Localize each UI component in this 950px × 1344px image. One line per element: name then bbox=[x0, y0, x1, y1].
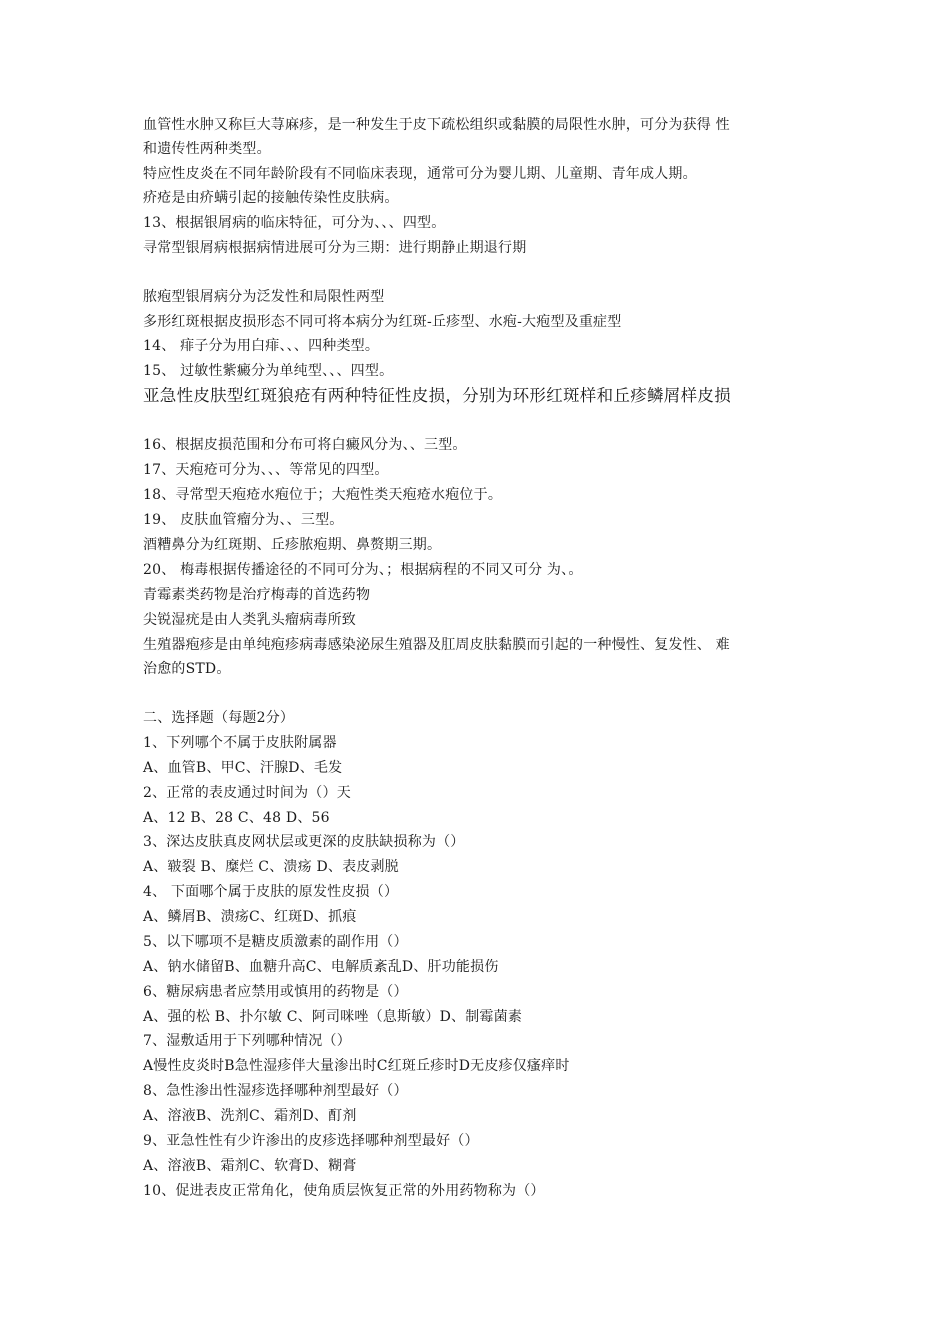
answer-options: A、溶液B、洗剂C、霜剂D、酊剂 bbox=[143, 1108, 357, 1124]
text-line: 治愈的STD。 bbox=[143, 661, 231, 677]
answer-options: A、溶液B、霜剂C、软膏D、糊膏 bbox=[143, 1158, 357, 1174]
question: 5、以下哪项不是糖皮质激素的副作用（） bbox=[143, 934, 408, 950]
section-heading: 二、选择题（每题2分） bbox=[143, 710, 295, 726]
answer-options: A、鳞屑B、溃疡C、红斑D、抓痕 bbox=[143, 909, 357, 925]
answer-options: A、钠水储留B、血糖升高C、电解质紊乱D、肝功能损伤 bbox=[143, 959, 499, 975]
question: 1、下列哪个不属于皮肤附属器 bbox=[143, 735, 337, 751]
question: 4、 下面哪个属于皮肤的原发性皮损（） bbox=[143, 884, 399, 900]
text-line: 疥疮是由疥螨引起的接触传染性皮肤病。 bbox=[143, 190, 399, 206]
question: 8、急性渗出性湿疹选择哪种剂型最好（） bbox=[143, 1083, 408, 1099]
text-line: 血管性水肿又称巨大荨麻疹，是一种发生于皮下疏松组织或黏膜的局限性水肿，可分为获得 性 bbox=[143, 117, 730, 133]
answer-options: A、皲裂 B、糜烂 C、溃疡 D、表皮剥脱 bbox=[143, 859, 399, 875]
text-line: 20、 梅毒根据传播途径的不同可分为、；根据病程的不同又可分 为、。 bbox=[143, 562, 583, 578]
question: 6、糖尿病患者应禁用或慎用的药物是（） bbox=[143, 984, 408, 1000]
question: 2、正常的表皮通过时间为（）天 bbox=[143, 785, 351, 801]
text-line: 15、 过敏性紫癜分为单纯型、、、四型。 bbox=[143, 363, 394, 379]
question: 9、亚急性性有少许渗出的皮疹选择哪种剂型最好（） bbox=[143, 1133, 479, 1149]
text-line: 和遗传性两种类型。 bbox=[143, 141, 271, 157]
text-line: 亚急性皮肤型红斑狼疮有两种特征性皮损，分别为环形红斑样和丘疹鳞屑样皮损 bbox=[143, 386, 731, 405]
answer-options: A、强的松 B、扑尔敏 C、阿司咪唑（息斯敏）D、制霉菌素 bbox=[143, 1009, 523, 1025]
text-line: 尖锐湿疣是由人类乳头瘤病毒所致 bbox=[143, 612, 356, 628]
answer-options: A慢性皮炎时B急性湿疹伴大量渗出时C红斑丘疹时D无皮疹仅瘙痒时 bbox=[143, 1058, 570, 1074]
question: 10、促进表皮正常角化，使角质层恢复正常的外用药物称为（） bbox=[143, 1183, 545, 1199]
text-line: 特应性皮炎在不同年龄阶段有不同临床表现，通常可分为婴儿期、儿童期、青年成人期。 bbox=[143, 166, 697, 182]
answer-options: A、12 B、28 C、48 D、56 bbox=[143, 810, 330, 826]
text-line: 18、寻常型天疱疮水疱位于；大疱性类天疱疮水疱位于。 bbox=[143, 487, 503, 503]
text-line: 生殖器疱疹是由单纯疱疹病毒感染泌尿生殖器及肛周皮肤黏膜而引起的一种慢性、复发性、 难 bbox=[143, 637, 730, 653]
answer-options: A、血管B、甲C、汗腺D、毛发 bbox=[143, 760, 343, 776]
text-line: 17、天疱疮可分为、、、等常见的四型。 bbox=[143, 462, 389, 478]
text-line: 19、 皮肤血管瘤分为、、三型。 bbox=[143, 512, 344, 528]
text-line: 16、根据皮损范围和分布可将白癜风分为、、三型。 bbox=[143, 437, 467, 453]
question: 7、湿敷适用于下列哪种情况（） bbox=[143, 1033, 351, 1049]
text-line: 青霉素类药物是治疗梅毒的首选药物 bbox=[143, 587, 371, 603]
question: 3、深达皮肤真皮网状层或更深的皮肤缺损称为（） bbox=[143, 834, 465, 850]
text-line: 多形红斑根据皮损形态不同可将本病分为红斑-丘疹型、水疱-大疱型及重症型 bbox=[143, 314, 622, 330]
text-line: 寻常型银屑病根据病情进展可分为三期：进行期静止期退行期 bbox=[143, 240, 527, 256]
text-line: 脓疱型银屑病分为泛发性和局限性两型 bbox=[143, 289, 385, 305]
text-line: 13、根据银屑病的临床特征，可分为、、、四型。 bbox=[143, 215, 446, 231]
text-line: 14、 痱子分为用白痱、、、四种类型。 bbox=[143, 338, 380, 354]
text-line: 酒糟鼻分为红斑期、丘疹脓疱期、鼻赘期三期。 bbox=[143, 537, 442, 553]
